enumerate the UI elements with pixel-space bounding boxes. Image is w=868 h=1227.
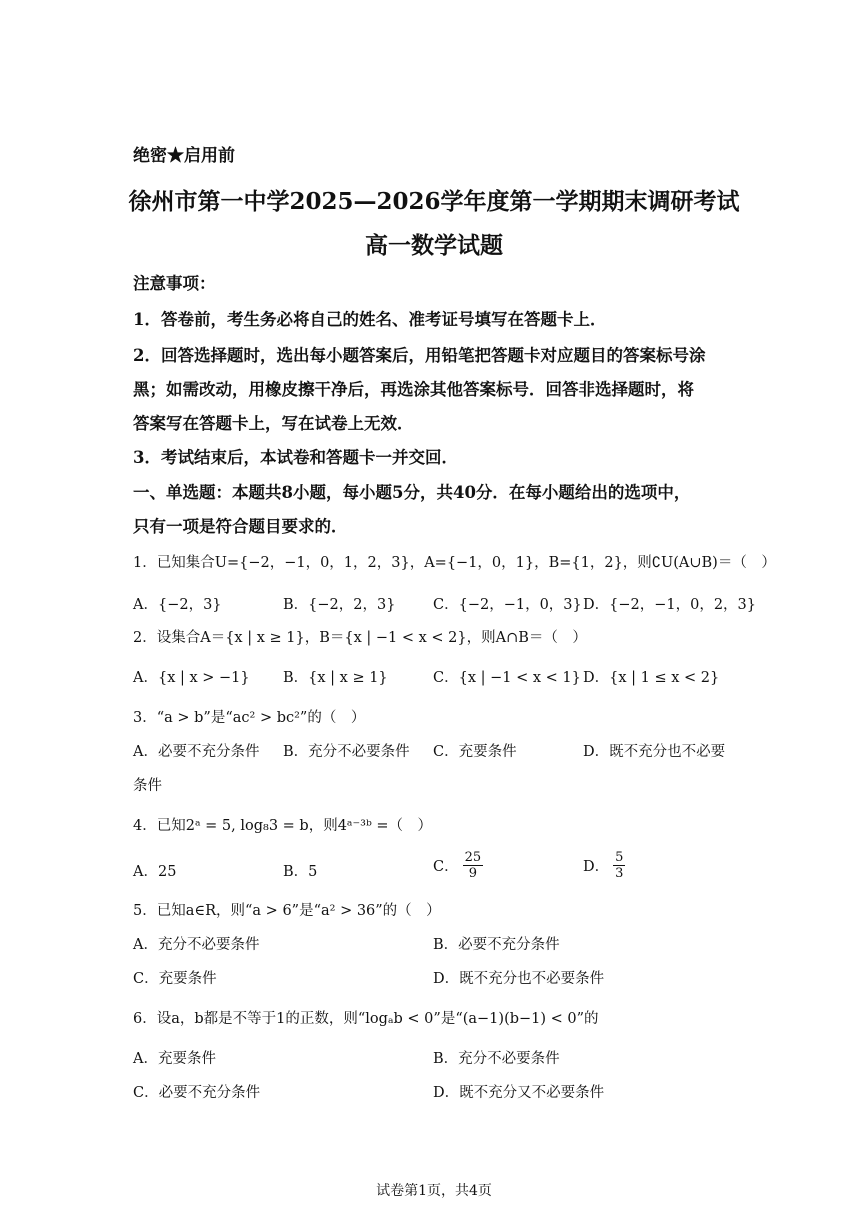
- question-4-option-d-label: D．: [583, 859, 610, 875]
- note-1: 1．答卷前，考生务必将自己的姓名、准考证号填写在答题卡上．: [133, 310, 607, 329]
- question-2-stem: 2．设集合A＝{x | x ≥ 1}，B＝{x | −1 < x < 2}，则A∩B＝（ ）: [133, 630, 587, 646]
- question-4-option-c: [433, 850, 483, 881]
- question-2-option-a: A．{x | x > −1}: [133, 670, 250, 686]
- question-1-option-a: A．{−2，3}: [133, 597, 222, 613]
- question-4-option-c-fraction: [463, 850, 484, 881]
- question-5-option-d: D．既不充分也不必要条件: [433, 971, 605, 987]
- question-6-stem: 6．设a，b都是不等于1的正数，则“logₐb < 0”是“(a−1)(b−1) < 0”的: [133, 1011, 599, 1027]
- question-5-option-c: C．充要条件: [133, 971, 217, 987]
- note-2-line3: 答案写在答题卡上，写在试卷上无效．: [133, 414, 414, 433]
- question-1-option-c: C．{−2，−1，0，3}: [433, 597, 582, 613]
- question-3-stem: 3．“a > b”是“ac² > bc²”的（ ）: [133, 710, 366, 726]
- exam-subtitle: 高一数学试题: [365, 232, 503, 259]
- note-3: 3．考试结束后，本试卷和答题卡一并交回．: [133, 448, 458, 467]
- question-4-stem: 4．已知2ᵃ = 5, log₈3 = b，则4ᵃ⁻³ᵇ =（ ）: [133, 818, 433, 834]
- question-1-stem: 1．已知集合U={−2，−1，0，1，2，3}，A={−1，0，1}，B={1，2}，则∁U(A∪B)＝（ ）: [133, 555, 776, 571]
- question-4-option-b: B．5: [283, 864, 318, 880]
- question-1-option-b: B．{−2，2，3}: [283, 597, 396, 613]
- question-5-option-b: B．必要不充分条件: [433, 937, 560, 953]
- confidential-label: 绝密★启用前: [133, 146, 235, 166]
- question-3-option-c: C．充要条件: [433, 744, 517, 760]
- question-3-option-d: D．既不充分也不必要: [583, 744, 726, 760]
- notes-heading: 注意事项：: [133, 274, 216, 293]
- section-heading-line1: 一、单选题：本题共8小题，每小题5分，共40分．在每小题给出的选项中，: [133, 483, 691, 502]
- question-4-option-d-fraction: [613, 850, 625, 881]
- question-4-option-d: [583, 850, 625, 881]
- fraction-denominator: 3: [615, 866, 624, 881]
- question-6-option-c: C．必要不充分条件: [133, 1085, 261, 1101]
- section-heading-line2: 只有一项是符合题目要求的．: [133, 517, 348, 536]
- question-4-option-c-label: C．: [433, 859, 459, 875]
- question-3-option-d-continued: 条件: [133, 778, 162, 794]
- fraction-numerator: 25: [464, 850, 482, 865]
- note-2-line2: 黑；如需改动，用橡皮擦干净后，再选涂其他答案标号．回答非选择题时，将: [133, 380, 694, 399]
- question-2-option-c: C．{x | −1 < x < 1}: [433, 670, 581, 686]
- question-3-option-b: B．充分不必要条件: [283, 744, 410, 760]
- question-1-option-d: D．{−2，−1，0，2，3}: [583, 597, 757, 613]
- fraction-numerator: 5: [615, 850, 624, 865]
- exam-title: 徐州市第一中学2025—2026学年度第一学期期末调研考试: [128, 188, 740, 215]
- fraction-denominator: 9: [468, 866, 478, 881]
- question-4-option-a: A．25: [133, 864, 177, 880]
- note-2-line1: 2．回答选择题时，选出每小题答案后，用铅笔把答题卡对应题目的答案标号涂: [133, 346, 706, 365]
- question-5-option-a: A．充分不必要条件: [133, 937, 260, 953]
- question-2-option-b: B．{x | x ≥ 1}: [283, 670, 388, 686]
- page-footer: 试卷第1页，共4页: [376, 1183, 492, 1199]
- question-2-option-d: D．{x | 1 ≤ x < 2}: [583, 670, 720, 686]
- question-6-option-d: D．既不充分又不必要条件: [433, 1085, 605, 1101]
- question-3-option-a: A．必要不充分条件: [133, 744, 260, 760]
- question-6-option-b: B．充分不必要条件: [433, 1051, 560, 1067]
- question-5-stem: 5．已知a∈R，则“a > 6”是“a² > 36”的（ ）: [133, 903, 441, 919]
- question-6-option-a: A．充要条件: [133, 1051, 216, 1067]
